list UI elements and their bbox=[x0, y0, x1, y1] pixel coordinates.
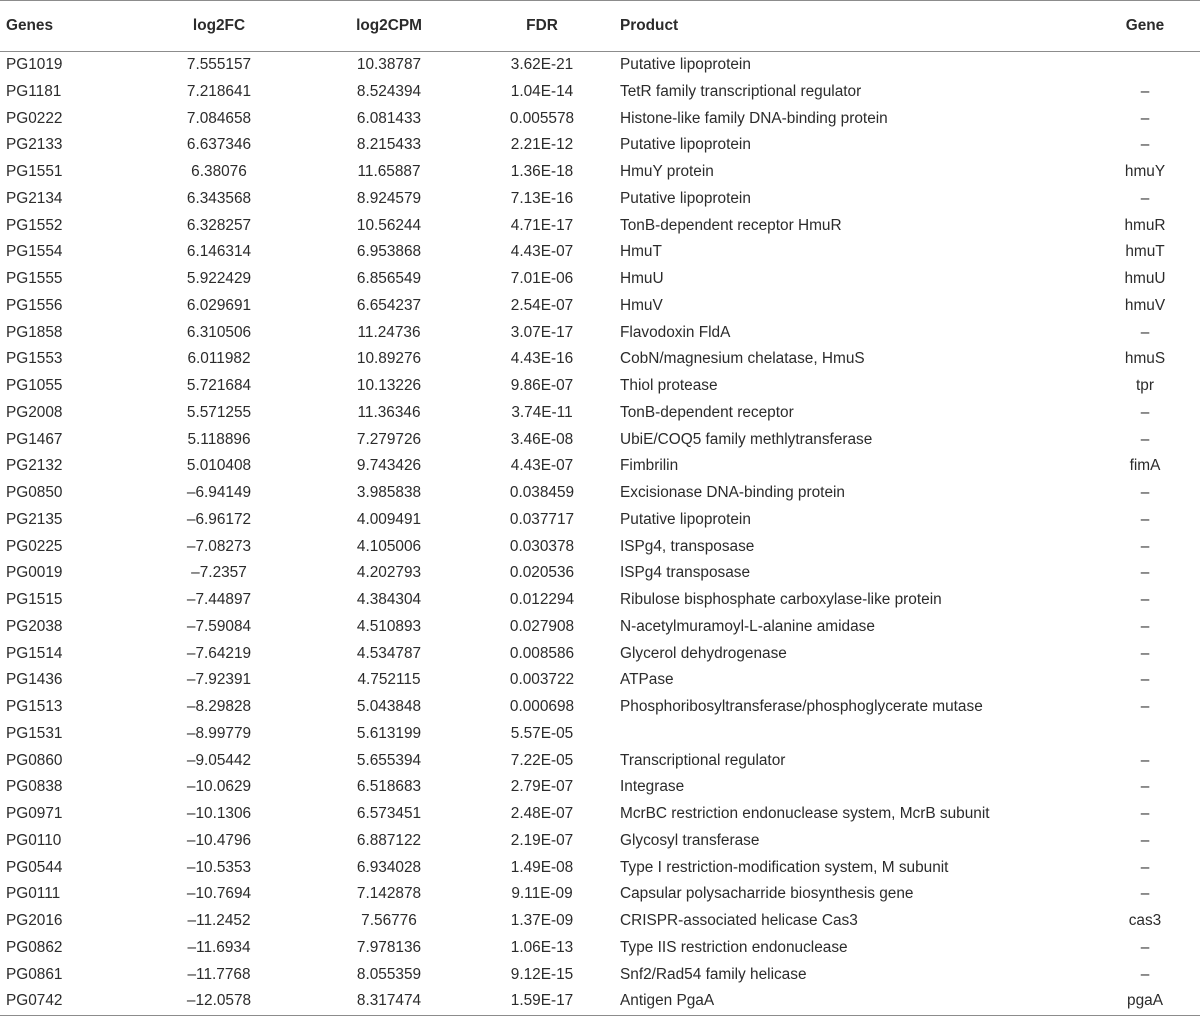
cell-gene-symbol: – bbox=[1140, 965, 1150, 983]
cell-fdr: 0.030378 bbox=[509, 537, 575, 555]
cell-gene-id: PG0860 bbox=[6, 751, 63, 769]
cell-log2cpm: 11.65887 bbox=[357, 163, 421, 180]
cell-product: Capsular polysacharride biosynthesis gene bbox=[620, 885, 914, 903]
cell-fdr: 1.06E-13 bbox=[510, 938, 574, 956]
cell-fdr: 3.46E-08 bbox=[510, 430, 574, 448]
cell-log2fc: 6.343568 bbox=[186, 189, 252, 207]
header-gene: Gene bbox=[1090, 1, 1200, 52]
cell-log2cpm: 6.518683 bbox=[356, 778, 422, 796]
cell-gene-symbol: – bbox=[1140, 564, 1150, 582]
cell-gene-symbol: – bbox=[1140, 885, 1150, 903]
cell-log2fc: 6.328257 bbox=[186, 216, 252, 234]
cell-log2cpm: 4.752115 bbox=[357, 671, 421, 689]
cell-product: Phosphoribosyltransferase/phosphoglycerate mutase bbox=[620, 698, 983, 715]
cell-gene-id: PG1531 bbox=[6, 724, 63, 742]
header-row bbox=[0, 1, 1200, 52]
cell-log2cpm: 4.534787 bbox=[356, 644, 422, 662]
table-row bbox=[0, 320, 1200, 347]
cell-fdr: 1.37E-09 bbox=[510, 912, 574, 929]
cell-gene-id: PG1515 bbox=[6, 591, 63, 608]
cell-gene-symbol: – bbox=[1140, 510, 1150, 528]
cell-log2cpm: 8.317474 bbox=[309, 988, 469, 1015]
table-row bbox=[0, 293, 1200, 320]
cell-product: ATPase bbox=[620, 671, 674, 689]
cell-gene-symbol: – bbox=[1140, 831, 1150, 849]
cell-product: Transcriptional regulator bbox=[620, 751, 786, 769]
cell-fdr: 2.19E-07 bbox=[510, 831, 574, 849]
cell-gene-symbol: – bbox=[1140, 858, 1150, 876]
cell-log2fc: 5.010408 bbox=[186, 457, 252, 475]
cell-gene-symbol: tpr bbox=[1136, 377, 1154, 394]
cell-fdr: 0.008586 bbox=[509, 644, 575, 662]
table-row bbox=[0, 106, 1200, 133]
table-row bbox=[0, 480, 1200, 507]
cell-gene-symbol: pgaA bbox=[1090, 988, 1200, 1015]
table-body bbox=[0, 52, 1200, 1016]
cell-log2cpm: 7.56776 bbox=[361, 912, 417, 929]
cell-log2cpm: 4.202793 bbox=[356, 564, 422, 582]
cell-log2cpm: 11.24736 bbox=[357, 323, 421, 341]
cell-product: Thiol protease bbox=[620, 377, 718, 394]
cell-log2fc: –9.05442 bbox=[186, 751, 252, 769]
cell-log2fc: –6.94149 bbox=[186, 484, 252, 501]
table-row bbox=[0, 52, 1200, 79]
cell-log2cpm: 8.924579 bbox=[356, 189, 422, 207]
cell-fdr: 9.86E-07 bbox=[510, 377, 574, 394]
cell-gene-symbol: – bbox=[1140, 109, 1150, 127]
cell-product: CRISPR-associated helicase Cas3 bbox=[620, 912, 858, 929]
cell-log2fc: –10.1306 bbox=[186, 805, 252, 822]
cell-log2cpm: 7.279726 bbox=[356, 430, 422, 448]
cell-log2fc: 6.38076 bbox=[191, 163, 247, 180]
table-row bbox=[0, 828, 1200, 855]
cell-gene-id: PG2134 bbox=[6, 189, 63, 207]
cell-gene-id: PG1436 bbox=[6, 671, 63, 689]
cell-log2cpm: 6.573451 bbox=[356, 805, 422, 822]
table-row bbox=[0, 855, 1200, 882]
cell-gene-id: PG1513 bbox=[6, 698, 63, 715]
cell-log2cpm: 7.978136 bbox=[356, 938, 422, 956]
table-row bbox=[0, 453, 1200, 480]
cell-gene-symbol: – bbox=[1140, 484, 1150, 501]
cell-product: Type I restriction-modification system, M subunit bbox=[620, 858, 949, 876]
cell-product: Putative lipoprotein bbox=[620, 56, 751, 73]
cell-fdr: 7.22E-05 bbox=[510, 751, 574, 769]
cell-product: Antigen PgaA bbox=[615, 988, 1090, 1015]
cell-gene-symbol: – bbox=[1140, 403, 1150, 421]
cell-fdr: 7.01E-06 bbox=[510, 270, 574, 287]
cell-product: Putative lipoprotein bbox=[620, 510, 751, 528]
cell-fdr: 2.48E-07 bbox=[510, 805, 574, 822]
cell-log2cpm: 10.89276 bbox=[356, 350, 422, 368]
cell-product: TonB-dependent receptor HmuR bbox=[620, 216, 842, 234]
cell-gene-id: PG0111 bbox=[6, 885, 61, 903]
cell-product: TetR family transcriptional regulator bbox=[620, 82, 862, 100]
cell-fdr: 0.003722 bbox=[509, 671, 575, 689]
table-row bbox=[0, 239, 1200, 266]
table-row bbox=[0, 694, 1200, 721]
cell-gene-id: PG1055 bbox=[6, 377, 63, 394]
cell-gene-symbol: hmuV bbox=[1124, 296, 1166, 314]
cell-log2cpm: 10.56244 bbox=[356, 216, 422, 234]
cell-gene-id: PG1514 bbox=[6, 644, 63, 662]
cell-log2cpm: 6.654237 bbox=[356, 296, 422, 314]
cell-product: HmuU bbox=[620, 270, 664, 287]
cell-gene-id: PG2132 bbox=[6, 457, 63, 475]
cell-log2fc: 6.029691 bbox=[186, 296, 252, 314]
cell-fdr: 1.59E-17 bbox=[469, 988, 615, 1015]
cell-log2fc: –10.5353 bbox=[186, 858, 252, 876]
cell-fdr: 0.020536 bbox=[509, 564, 575, 582]
cell-fdr: 2.54E-07 bbox=[510, 296, 574, 314]
table-row bbox=[0, 266, 1200, 293]
header-log2fc: log2FC bbox=[129, 1, 309, 52]
table-row bbox=[0, 79, 1200, 106]
cell-gene-id: PG1858 bbox=[6, 323, 63, 341]
cell-gene-id: PG0838 bbox=[6, 778, 63, 796]
cell-gene-id: PG0110 bbox=[6, 831, 62, 849]
cell-log2cpm: 8.524394 bbox=[356, 82, 422, 100]
cell-fdr: 9.12E-15 bbox=[510, 965, 574, 983]
cell-log2cpm: 6.934028 bbox=[356, 858, 422, 876]
cell-product: TonB-dependent receptor bbox=[620, 403, 794, 421]
table-row bbox=[0, 641, 1200, 668]
table-row bbox=[0, 801, 1200, 828]
cell-log2cpm: 4.384304 bbox=[356, 591, 422, 608]
cell-log2fc: –6.96172 bbox=[186, 510, 252, 528]
cell-gene-id: PG0544 bbox=[6, 858, 63, 876]
cell-gene-symbol: hmuR bbox=[1124, 216, 1166, 234]
cell-product: Fimbrilin bbox=[620, 457, 679, 475]
cell-product: Snf2/Rad54 family helicase bbox=[620, 965, 807, 983]
cell-log2fc: –11.7768 bbox=[187, 965, 251, 983]
table-row bbox=[0, 988, 1200, 1015]
table-row bbox=[0, 908, 1200, 935]
header-log2cpm: log2CPM bbox=[309, 1, 469, 52]
cell-gene-symbol: – bbox=[1140, 698, 1150, 715]
cell-fdr: 0.005578 bbox=[509, 109, 575, 127]
table-row bbox=[0, 560, 1200, 587]
table-row bbox=[0, 721, 1200, 748]
cell-product: McrBC restriction endonuclease system, McrB subunit bbox=[620, 805, 990, 822]
cell-product: Putative lipoprotein bbox=[620, 136, 751, 154]
cell-log2cpm: 6.856549 bbox=[356, 270, 422, 287]
cell-gene-id: PG2016 bbox=[6, 912, 63, 929]
cell-gene-symbol bbox=[1090, 721, 1200, 748]
cell-product: Type IIS restriction endonuclease bbox=[620, 938, 848, 956]
cell-log2cpm: 4.009491 bbox=[356, 510, 422, 528]
cell-gene-id: PG0971 bbox=[6, 805, 63, 822]
cell-log2fc: 6.637346 bbox=[186, 136, 252, 154]
cell-fdr: 4.71E-17 bbox=[510, 216, 574, 234]
table-row bbox=[0, 346, 1200, 373]
cell-log2fc: 7.084658 bbox=[186, 109, 252, 127]
cell-log2fc: 5.922429 bbox=[186, 270, 252, 287]
table-row bbox=[0, 507, 1200, 534]
cell-product: Flavodoxin FldA bbox=[620, 323, 731, 341]
cell-gene-symbol: hmuY bbox=[1124, 163, 1166, 180]
table-row bbox=[0, 962, 1200, 989]
cell-gene-id: PG1554 bbox=[6, 243, 63, 261]
cell-fdr: 2.79E-07 bbox=[510, 778, 574, 796]
cell-log2fc: –8.99779 bbox=[186, 724, 252, 742]
table-row bbox=[0, 400, 1200, 427]
table-row bbox=[0, 213, 1200, 240]
table-row bbox=[0, 935, 1200, 962]
cell-log2cpm: 5.613199 bbox=[356, 724, 422, 742]
cell-gene-symbol: – bbox=[1140, 778, 1150, 796]
cell-product: HmuT bbox=[620, 243, 662, 261]
cell-gene-id: PG0862 bbox=[6, 938, 63, 956]
cell-fdr: 0.027908 bbox=[509, 617, 575, 635]
cell-log2fc: 5.118896 bbox=[187, 430, 251, 448]
cell-gene-symbol: – bbox=[1140, 805, 1150, 822]
cell-log2cpm: 10.13226 bbox=[356, 377, 422, 394]
cell-gene-symbol: – bbox=[1140, 671, 1150, 689]
cell-log2cpm: 6.953868 bbox=[356, 243, 422, 261]
cell-product: CobN/magnesium chelatase, HmuS bbox=[620, 350, 865, 368]
cell-gene-symbol: – bbox=[1140, 938, 1150, 956]
table-row bbox=[0, 614, 1200, 641]
cell-log2fc: 6.310506 bbox=[186, 323, 252, 341]
cell-fdr: 0.038459 bbox=[509, 484, 575, 501]
cell-gene-id: PG0850 bbox=[6, 484, 63, 501]
cell-gene-id: PG0861 bbox=[6, 965, 63, 983]
cell-gene-symbol: hmuS bbox=[1124, 350, 1166, 368]
header-genes: Genes bbox=[0, 1, 129, 52]
cell-log2fc: –7.59084 bbox=[186, 617, 252, 635]
cell-fdr: 1.04E-14 bbox=[510, 82, 574, 100]
cell-log2fc: –7.08273 bbox=[186, 537, 252, 555]
cell-gene-symbol bbox=[1090, 52, 1200, 79]
cell-log2fc: –11.6934 bbox=[187, 938, 251, 956]
cell-gene-id: PG1181 bbox=[6, 82, 62, 100]
cell-log2cpm: 8.055359 bbox=[356, 965, 422, 983]
cell-fdr: 1.49E-08 bbox=[510, 858, 574, 876]
cell-gene-id: PG1553 bbox=[6, 350, 63, 368]
cell-gene-id: PG0742 bbox=[0, 988, 129, 1015]
cell-gene-id: PG2133 bbox=[6, 136, 63, 154]
cell-product: Excisionase DNA-binding protein bbox=[620, 484, 845, 501]
cell-fdr: 1.36E-18 bbox=[510, 163, 574, 180]
cell-gene-symbol: – bbox=[1140, 617, 1150, 635]
table-row bbox=[0, 427, 1200, 454]
cell-fdr: 4.43E-16 bbox=[510, 350, 574, 368]
table-row bbox=[0, 774, 1200, 801]
cell-gene-symbol: – bbox=[1140, 591, 1150, 608]
cell-log2fc: –12.0578 bbox=[129, 988, 309, 1015]
table-row bbox=[0, 667, 1200, 694]
cell-gene-id: PG2038 bbox=[6, 617, 63, 635]
cell-product: N-acetylmuramoyl-L-alanine amidase bbox=[620, 617, 875, 635]
cell-gene-symbol: – bbox=[1140, 751, 1150, 769]
cell-log2fc: –10.4796 bbox=[186, 831, 252, 849]
table-header bbox=[0, 1, 1200, 52]
cell-fdr: 3.62E-21 bbox=[510, 56, 574, 73]
cell-log2cpm: 5.043848 bbox=[356, 698, 422, 715]
cell-gene-id: PG1556 bbox=[6, 296, 63, 314]
cell-gene-id: PG0225 bbox=[6, 537, 63, 555]
table-row bbox=[0, 132, 1200, 159]
cell-log2fc: –7.2357 bbox=[191, 564, 247, 582]
cell-gene-id: PG2008 bbox=[6, 403, 63, 421]
cell-log2fc: 7.555157 bbox=[186, 56, 252, 73]
header-fdr: FDR bbox=[469, 1, 615, 52]
cell-log2fc: 5.571255 bbox=[186, 403, 252, 421]
cell-fdr: 0.000698 bbox=[509, 698, 575, 715]
cell-gene-id: PG1551 bbox=[6, 163, 63, 180]
cell-product: Glycosyl transferase bbox=[620, 831, 760, 849]
cell-product: Integrase bbox=[620, 778, 685, 796]
cell-gene-symbol: hmuT bbox=[1125, 243, 1165, 261]
cell-product: HmuV bbox=[620, 296, 663, 314]
cell-log2fc: 7.218641 bbox=[186, 82, 252, 100]
cell-log2fc: –10.7694 bbox=[186, 885, 252, 903]
cell-product: ISPg4 transposase bbox=[620, 564, 751, 582]
cell-gene-id: PG1019 bbox=[6, 56, 63, 73]
cell-gene-id: PG1552 bbox=[6, 216, 63, 234]
cell-log2fc: 6.011982 bbox=[187, 350, 251, 368]
cell-fdr: 5.57E-05 bbox=[510, 724, 574, 742]
table-row bbox=[0, 881, 1200, 908]
cell-gene-id: PG0019 bbox=[6, 564, 63, 582]
cell-product: HmuY protein bbox=[620, 163, 714, 180]
cell-gene-symbol: – bbox=[1140, 136, 1150, 154]
cell-gene-id: PG1467 bbox=[6, 430, 63, 448]
cell-log2cpm: 4.105006 bbox=[356, 537, 422, 555]
cell-gene-symbol: hmuU bbox=[1124, 270, 1166, 287]
cell-product: Putative lipoprotein bbox=[620, 189, 751, 207]
cell-product: ISPg4, transposase bbox=[620, 537, 755, 555]
cell-gene-symbol: – bbox=[1140, 323, 1150, 341]
cell-log2fc: –11.2452 bbox=[187, 912, 251, 929]
table-row bbox=[0, 587, 1200, 614]
header-product: Product bbox=[615, 1, 1090, 52]
cell-log2fc: –10.0629 bbox=[186, 778, 252, 796]
table-row bbox=[0, 534, 1200, 561]
cell-gene-symbol: – bbox=[1140, 82, 1150, 100]
cell-product: UbiE/COQ5 family methlytransferase bbox=[620, 430, 873, 448]
cell-log2fc: –8.29828 bbox=[186, 698, 252, 715]
cell-log2fc: 6.146314 bbox=[186, 243, 252, 261]
cell-log2cpm: 6.887122 bbox=[356, 831, 422, 849]
cell-log2cpm: 8.215433 bbox=[356, 136, 422, 154]
cell-log2cpm: 11.36346 bbox=[357, 403, 421, 421]
table-row bbox=[0, 373, 1200, 400]
cell-gene-symbol: – bbox=[1140, 537, 1150, 555]
cell-product: Histone-like family DNA-binding protein bbox=[620, 109, 888, 127]
cell-fdr: 4.43E-07 bbox=[510, 457, 574, 475]
cell-log2fc: 5.721684 bbox=[186, 377, 252, 394]
cell-log2fc: –7.64219 bbox=[186, 644, 252, 662]
cell-fdr: 0.037717 bbox=[509, 510, 575, 528]
cell-fdr: 0.012294 bbox=[509, 591, 575, 608]
cell-fdr: 3.74E-11 bbox=[511, 403, 573, 421]
cell-fdr: 2.21E-12 bbox=[510, 136, 574, 154]
cell-fdr: 3.07E-17 bbox=[510, 323, 574, 341]
cell-fdr: 7.13E-16 bbox=[510, 189, 574, 207]
cell-log2cpm: 7.142878 bbox=[356, 885, 422, 903]
cell-gene-symbol: – bbox=[1140, 189, 1150, 207]
cell-fdr: 9.11E-09 bbox=[511, 885, 573, 903]
cell-product: Ribulose bisphosphate carboxylase-like protein bbox=[620, 591, 942, 608]
cell-product: Glycerol dehydrogenase bbox=[620, 644, 787, 662]
table-row bbox=[0, 159, 1200, 186]
cell-gene-id: PG2135 bbox=[6, 510, 63, 528]
cell-gene-symbol: cas3 bbox=[1128, 912, 1162, 929]
cell-gene-id: PG0222 bbox=[6, 109, 63, 127]
cell-log2fc: –7.92391 bbox=[186, 671, 252, 689]
cell-gene-symbol: fimA bbox=[1129, 457, 1161, 475]
cell-gene-symbol: – bbox=[1140, 644, 1150, 662]
cell-log2cpm: 10.38787 bbox=[356, 56, 422, 73]
cell-log2cpm: 5.655394 bbox=[356, 751, 422, 769]
table-row bbox=[0, 186, 1200, 213]
table-row bbox=[0, 748, 1200, 775]
cell-log2cpm: 3.985838 bbox=[356, 484, 422, 501]
cell-gene-id: PG1555 bbox=[6, 270, 63, 287]
cell-log2cpm: 6.081433 bbox=[356, 109, 422, 127]
cell-log2fc: –7.44897 bbox=[186, 591, 252, 608]
cell-gene-symbol: – bbox=[1140, 430, 1150, 448]
cell-fdr: 4.43E-07 bbox=[510, 243, 574, 261]
cell-product bbox=[615, 721, 1090, 748]
cell-log2cpm: 9.743426 bbox=[356, 457, 422, 475]
cell-log2cpm: 4.510893 bbox=[356, 617, 422, 635]
